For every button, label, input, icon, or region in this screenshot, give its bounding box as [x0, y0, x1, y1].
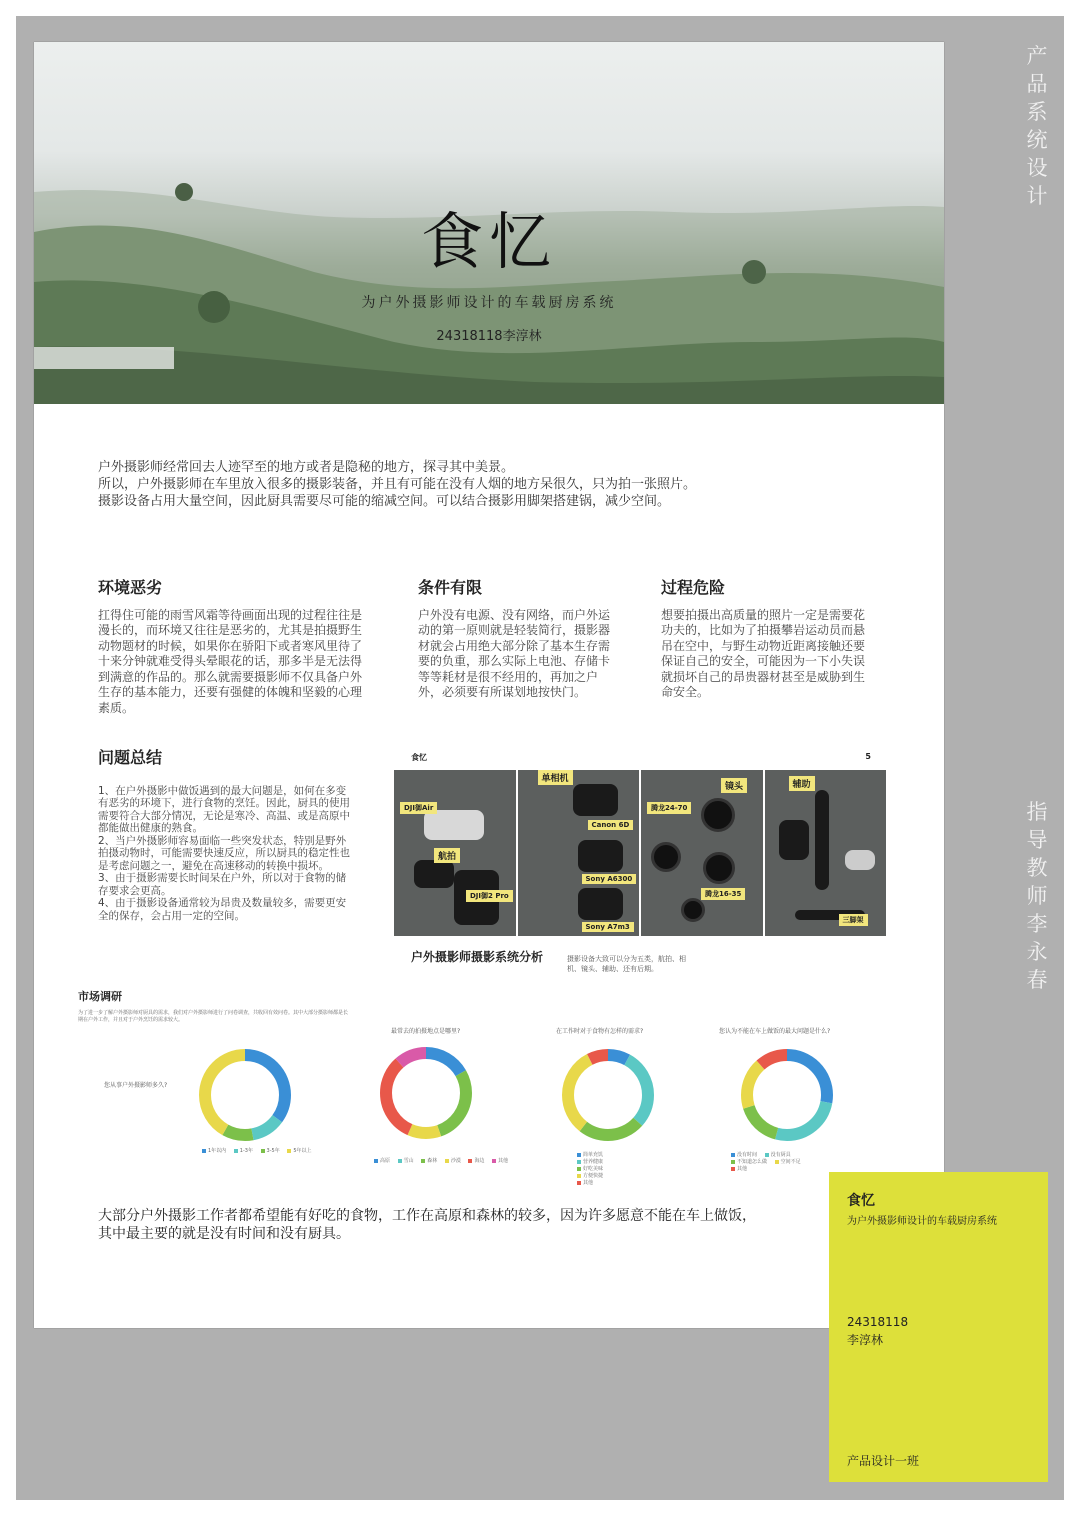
card-student-name: 李淳林: [847, 1333, 884, 1347]
summary-title: 问题总结: [98, 748, 163, 767]
conclusion-text: 大部分户外摄影工作者都希望能有好吃的食物，工作在高原和森林的较多，因为许多愿意不能在车上做饭，其中最主要的就是没有时间和没有厨具。: [98, 1208, 756, 1242]
card-title: 食忆: [847, 1193, 875, 1209]
gear-label: Sony A6300: [582, 874, 637, 884]
intro-line: 户外摄影师经常回去人迹罕至的地方或者是隐秘的地方，探寻其中美景。: [98, 460, 515, 475]
gear-label: DJI御Air: [400, 802, 437, 814]
problem-summary: [98, 748, 354, 922]
gear-label: DJI御2 Pro: [466, 890, 513, 902]
section-danger: [661, 580, 873, 701]
chart-legend: 高原 雪山 森林 沙漠 海边 其他: [374, 1158, 514, 1165]
hero-author: 24318118李淳林: [436, 329, 542, 344]
summary-item: 1、在户外摄影中做饭遇到的最大问题是，如何在多变有恶劣的环境下，进行食物的烹饪。因此，厨具的使用需要符合大部分情况，无论是寒冷、高温、或是高原中都能做出健康的熟食。: [98, 784, 350, 834]
info-card: [829, 1172, 1048, 1482]
poster-sheet: [34, 42, 944, 1328]
gear-tag: 航拍: [434, 848, 460, 863]
gear-photo-grid: [394, 770, 886, 936]
market-research-title: 市场调研: [78, 990, 122, 1003]
section-environment: [98, 580, 370, 716]
gear-panel-accessories: [765, 770, 887, 936]
section-conditions: [418, 580, 620, 701]
hero-subtitle: 为户外摄影师设计的车载厨房系统: [361, 295, 617, 311]
summary-item: 2、当户外摄影师容易面临一些突发状态，特别是野外拍摄动物时，可能需要快速反应，所以厨具的稳定性也是考虑问题之一，避免在高速移动的转换中损坏。: [98, 834, 350, 872]
section-text: 户外没有电源、没有网络，而户外运动的第一原则就是轻装简行，摄影器材就会占用绝大部分除了基本生存需要的负重，那么实际上电池、存储卡等等耗材是很不经用的，再加之户外，必须要有所谋划地按快门。: [418, 607, 611, 699]
hero-title: 食忆: [420, 205, 557, 278]
intro-line: 所以，户外摄影师在车里放入很多的摄影装备，并且有可能在没有人烟的地方呆很久，只为拍一张照片。: [98, 477, 697, 492]
card-subtitle: 为户外摄影师设计的车载厨房系统: [847, 1216, 997, 1227]
market-research-desc: 为了进一步了解户外摄影师对厨具的需求，我们对户外摄影师进行了问卷调查，共收回有效问卷。其中大部分摄影师都是长期在户外工作，并且对于户外烹饪的需求较大。: [78, 1010, 349, 1023]
summary-item: 4、由于摄影设备通常较为昂贵及数量较多，需要更安全的保存，会占用一定的空间。: [98, 897, 347, 922]
gear-header: [411, 752, 871, 763]
section-text: 想要拍摄出高质量的照片一定是需要花功夫的，比如为了拍摄攀岩运动员而悬吊在空中，与野生动物近距离接触还要保证自己的安全，可能因为一下小失误就损坏自己的昂贵器材甚至是威胁到生命安全。: [661, 607, 866, 699]
chart-question: 最常去的拍摄地点是哪里?: [391, 1028, 461, 1035]
gear-label: 三脚架: [839, 914, 868, 926]
chart-legend: 没有时间 没有厨具 不知道怎么做 空间不足 其他: [731, 1152, 861, 1173]
donut-chart-1: [192, 1042, 298, 1148]
gear-analysis-title: 户外摄影师摄影系统分析: [411, 950, 544, 964]
gear-panel-lens: [641, 770, 763, 936]
section-title: 过程危险: [661, 578, 726, 597]
summary-item: 3、由于摄影需要长时间呆在户外，所以对于食物的储存要求会更高。: [98, 872, 347, 897]
instructor-vertical: 指导教师李永春: [1026, 800, 1048, 992]
donut-chart-3: [555, 1042, 661, 1148]
chart-question: 您认为不能在车上做饭的最大问题是什么?: [719, 1028, 831, 1035]
card-student-id: 24318118: [847, 1315, 909, 1329]
donut-chart-4: [734, 1042, 840, 1148]
intro-line: 摄影设备占用大量空间，因此厨具需要尽可能的缩减空间。可以结合摄影用脚架搭建锅，减少空间。: [98, 494, 671, 509]
card-class: 产品设计一班: [847, 1454, 920, 1468]
page-number: 5: [865, 752, 871, 761]
gear-label: Sony A7m3: [582, 922, 634, 932]
gear-label: Canon 6D: [588, 820, 634, 830]
hero-banner: [34, 42, 944, 404]
course-title-vertical: 产品系统设计: [1026, 44, 1048, 208]
gear-label: 腾龙16-35: [701, 888, 745, 900]
section-text: 扛得住可能的雨雪风霜等待画面出现的过程往往是漫长的，而环境又往往是恶劣的，尤其是拍摄野生动物题材的时候，如果你在骄阳下或者寒风里待了十来分钟就难受得头晕眼花的话，那多半是无法得到满意的作品的。那么就需要摄影师不仅具备户外生存的基本能力，还要有强健的体魄和坚毅的心理素质。: [98, 607, 363, 715]
gear-panel-camera: [518, 770, 640, 936]
chart-legend: 1年以内 1-3年 3-5年 5年以上: [202, 1148, 318, 1155]
gear-tag: 辅助: [789, 776, 815, 791]
chart-question: 在工作时对于食物有怎样的需求?: [556, 1028, 644, 1035]
intro-text: [98, 459, 818, 510]
gear-tag: 镜头: [721, 778, 747, 793]
gear-panel-drone: [394, 770, 516, 936]
gear-header-title: 食忆: [411, 753, 427, 762]
section-title: 环境恶劣: [98, 578, 163, 597]
chart-question: 您从事户外摄影师多久?: [104, 1082, 168, 1089]
chart-legend: 简单充饥 营养健康 好吃美味 方便快捷 其他: [577, 1152, 677, 1187]
gear-tag: 单相机: [538, 770, 573, 785]
gear-analysis-desc: 摄影设备大致可以分为五类，航拍、相机、镜头、辅助、还有后期。: [567, 955, 686, 973]
donut-chart-2: [373, 1040, 479, 1146]
section-title: 条件有限: [418, 578, 483, 597]
gear-label: 腾龙24-70: [647, 802, 691, 814]
